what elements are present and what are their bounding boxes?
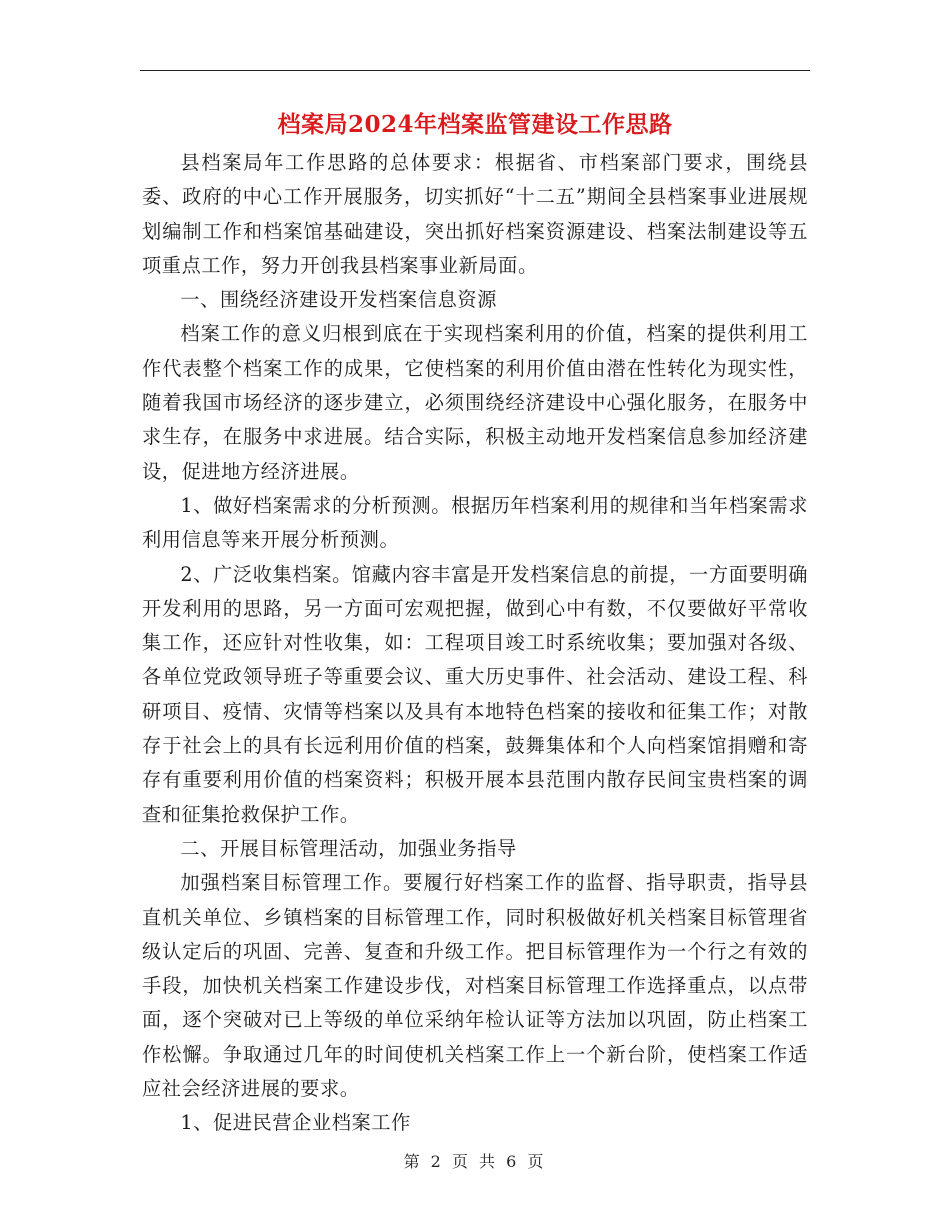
document-body bbox=[142, 146, 808, 1141]
list-item: 1、促进民营企业档案工作 bbox=[180, 1111, 411, 1135]
section-heading-2: 二、开展目标管理活动，加强业务指导 bbox=[180, 836, 517, 860]
paragraph: 档案工作的意义归根到底在于实现档案利用的价值，档案的提供利用工作代表整个档案工作的成果，它使档案的利用价值由潜在性转化为现实性，随着我国市场经济的逐步建立，必须围绕经济建设中心强化服务，在服务中求生存，在服务中求进展。结合实际，积极主动地开发档案信息参加经济建设，促进地方经济进展。 bbox=[142, 322, 808, 483]
page-number: 第 2 页 共 6 页 bbox=[403, 1152, 547, 1171]
header-rule bbox=[140, 70, 810, 71]
list-item: 2、广泛收集档案。馆藏内容丰富是开发档案信息的前提，一方面要明确开发利用的思路，另一方面可宏观把握，做到心中有数，不仅要做好平常收集工作，还应针对性收集，如：工程项目竣工时系统收集；要加强对各级、各单位党政领导班子等重要会议、重大历史事件、社会活动、建设工程、科研项目、疫情、灾情等档案以及具有本地特色档案的接收和征集工作；对散存于社会上的具有长远利用价值的档案，鼓舞集体和个人向档案馆捐赠和寄存有重要利用价值的档案资料；积极开展本县范围内散存民间宝贵档案的调查和征集抢救保护工作。 bbox=[142, 562, 808, 826]
document-title: 档案局2024年档案监管建设工作思路 bbox=[277, 111, 673, 138]
paragraph-intro: 县档案局年工作思路的总体要求：根据省、市档案部门要求，围绕县委、政府的中心工作开展服务，切实抓好“十二五”期间全县档案事业进展规划编制工作和档案馆基础建设，突出抓好档案资源建设、档案法制建设等五项重点工作，努力开创我县档案事业新局面。 bbox=[142, 151, 808, 277]
list-item: 1、做好档案需求的分析预测。根据历年档案利用的规律和当年档案需求利用信息等来开展分析预测。 bbox=[142, 493, 808, 552]
section-heading-1: 一、围绕经济建设开发档案信息资源 bbox=[180, 288, 497, 312]
paragraph: 加强档案目标管理工作。要履行好档案工作的监督、指导职责，指导县直机关单位、乡镇档案的目标管理工作，同时积极做好机关档案目标管理省级认定后的巩固、完善、复查和升级工作。把目标管理作为一个行之有效的手段，加快机关档案工作建设步伐，对档案目标管理工作选择重点，以点带面，逐个突破对已上等级的单位采纳年检认证等方法加以巩固，防止档案工作松懈。争取通过几年的时间使机关档案工作上一个新台阶，使档案工作适应社会经济进展的要求。 bbox=[142, 871, 808, 1101]
